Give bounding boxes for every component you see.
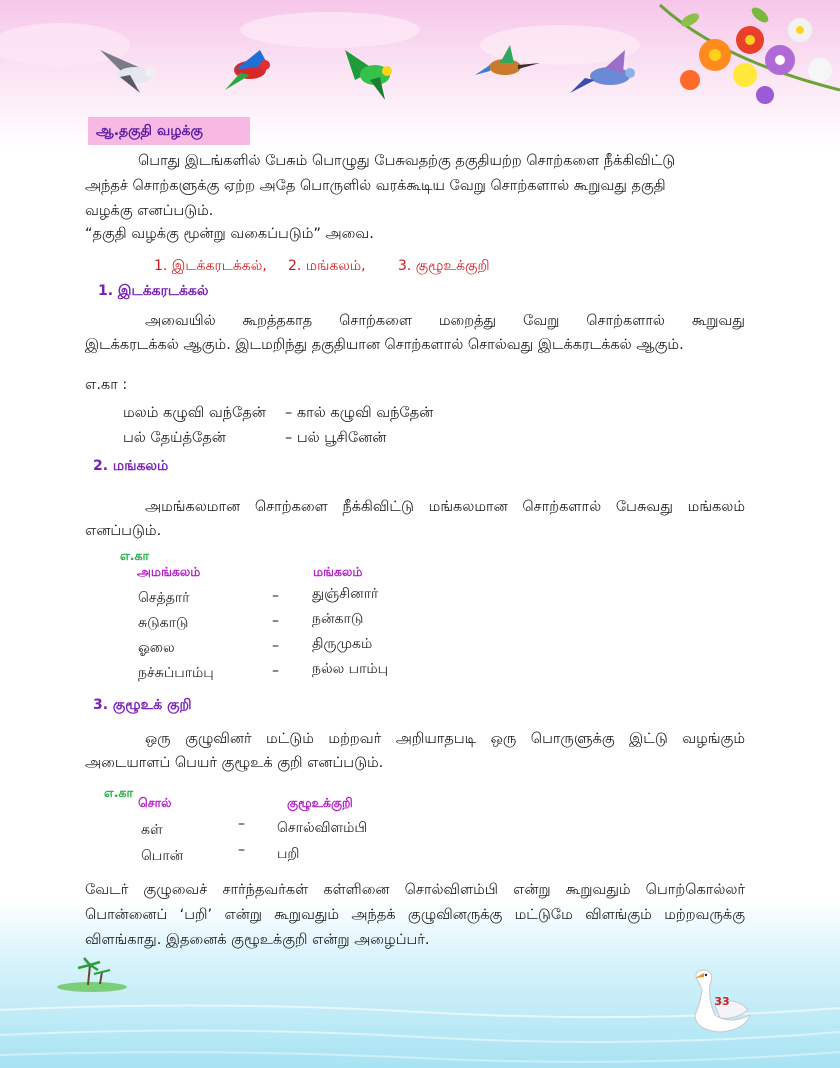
part2-column-2-header: மங்கலம் — [313, 564, 363, 579]
part3-column-2-header: குழூஉக்குறி — [287, 795, 353, 810]
part1-line-2: இடக்கரடக்கல் ஆகும். இடமறிந்து தகுதியான சொற்களால் சொல்வது இடக்கரடக்கல் ஆகும். — [85, 337, 684, 353]
part1-example-2-left: பல் தேய்த்தேன் — [123, 430, 226, 446]
flower-bouquet-icon — [660, 5, 840, 104]
intro-line-1: பொது இடங்களில் பேசும் பொழுது பேசுவதற்கு தகுதியற்ற சொற்களை நீக்கிவிட்டு — [138, 153, 676, 169]
part2-row-3-dash: – — [272, 638, 279, 654]
part2-line-1: அமங்கலமான சொற்களை நீக்கிவிட்டு மங்கலமான சொற்களால் பேசுவது மங்கலம் — [145, 499, 745, 515]
part3-row-1-dash: – — [238, 816, 245, 832]
part1-example-label: எ.கா : — [85, 377, 128, 393]
part3-line-1: ஒரு குழுவினர் மட்டும் மற்றவர் அறியாதபடி ஒரு பொருளுக்கு இட்டு வழங்கும் — [145, 731, 745, 747]
part3-heading: 3. குழூஉக் குறி — [93, 697, 192, 713]
part3-column-1-header: சொல் — [138, 795, 172, 810]
part1-example-2-right: – பல் பூசினேன் — [285, 430, 387, 446]
part2-example-label: எ.கா — [120, 548, 150, 563]
part2-row-1-left: செத்தார் — [138, 590, 190, 606]
part2-line-2: எனப்படும். — [85, 523, 162, 539]
part1-example-1-right: – கால் கழுவி வந்தேன் — [285, 405, 434, 421]
section-title: ஆ.தகுதி வழக்கு — [96, 123, 203, 139]
part2-heading: 2. மங்கலம் — [93, 458, 169, 474]
intro-line-2: அந்தச் சொற்களுக்கு ஏற்ற அதே பொருளில் வரக்கூடிய வேறு சொற்களால் கூறுவது தகுதி — [85, 178, 666, 194]
palm-island-icon — [57, 958, 127, 992]
part2-row-1-dash: – — [272, 588, 279, 604]
part2-row-2-left: சுடுகாடு — [138, 615, 189, 631]
part3-row-2-right: பறி — [277, 846, 300, 862]
part2-row-4-dash: – — [272, 663, 279, 679]
part3-paragraph-line-2: பொன்னைப் ‘பறி’ என்று கூறுவதும் அந்தக் குழுவினருக்கு மட்டுமே விளங்கும் மற்றவருக்கு — [85, 907, 745, 923]
page-number: 33 — [714, 995, 730, 1008]
parrot-icon — [345, 50, 392, 100]
macaw-icon — [225, 50, 270, 90]
intro-line-4: “தகுதி வழக்கு மூன்று வகைப்படும்” அவை. — [85, 226, 374, 242]
part2-row-4-right: நல்ல பாம்பு — [312, 661, 389, 677]
intro-line-3: வழக்கு எனப்படும். — [85, 203, 214, 219]
part3-paragraph-line-1: வேடர் குழுவைச் சார்ந்தவர்கள் கள்ளினை சொல்விளம்பி என்று கூறுவதும் பொற்கொல்லர் — [85, 882, 745, 898]
part2-row-3-left: ஓலை — [138, 640, 175, 656]
part2-column-1-header: அமங்கலம் — [137, 564, 201, 579]
type-1: 1. இடக்கரடக்கல், — [154, 258, 267, 274]
header-decoration — [0, 0, 840, 120]
type-2: 2. மங்கலம், — [288, 258, 366, 274]
part1-example-1-left: மலம் கழுவி வந்தேன் — [123, 405, 266, 421]
part1-heading: 1. இடக்கரடக்கல் — [98, 283, 209, 299]
part3-paragraph-line-3: விளங்காது. இதனைக் குழூஉக்குறி என்று அழைப்பர். — [85, 932, 430, 948]
part3-example-label: எ.கா — [104, 785, 134, 800]
part2-row-1-right: துஞ்சினார் — [312, 586, 379, 602]
part3-row-2-left: பொன் — [141, 848, 184, 864]
part3-line-2: அடையாளப் பெயர் குழூஉக் குறி எனப்படும். — [85, 755, 384, 771]
part3-row-2-dash: – — [238, 842, 245, 858]
part2-row-4-left: நச்சுப்பாம்பு — [138, 665, 214, 681]
part2-row-2-dash: – — [272, 613, 279, 629]
part2-row-3-right: திருமுகம் — [312, 636, 373, 652]
part3-row-1-left: கள் — [141, 822, 163, 838]
part3-row-1-right: சொல்விளம்பி — [277, 820, 368, 836]
part1-line-1: அவையில் கூறத்தகாத சொற்களை மறைத்து வேறு சொற்களால் கூறுவது — [145, 313, 745, 329]
type-3: 3. குழூஉக்குறி — [398, 258, 490, 274]
part2-row-2-right: நன்காடு — [312, 611, 364, 627]
seagull-icon — [100, 50, 155, 93]
